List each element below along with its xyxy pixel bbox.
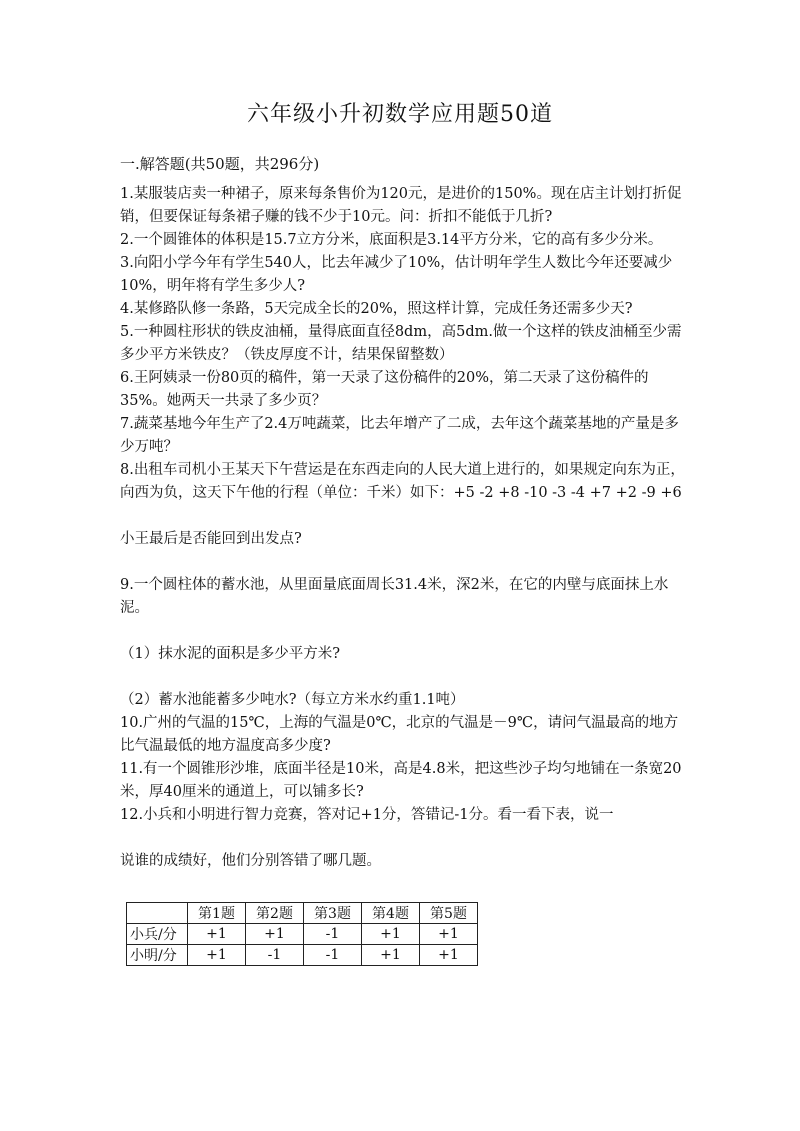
page-title: 六年级小升初数学应用题50道	[247, 102, 553, 127]
table-header-cell: 第4题	[362, 903, 420, 924]
row-label: 小明/分	[127, 945, 188, 966]
table-cell: -1	[304, 945, 362, 966]
question-9-sub-2: （2）蓄水池能蓄多少吨水?（每立方米水约重1.1吨）	[120, 692, 465, 708]
question-10: 10.广州的气温的15℃，上海的气温是0℃，北京的气温是－9℃，请问气温最高的地方比气温最低的地方温度高多少度?	[120, 715, 679, 754]
score-table	[126, 902, 478, 966]
table-header-row	[127, 903, 478, 924]
spacer	[120, 551, 690, 574]
table-cell: -1	[246, 945, 304, 966]
row-label: 小兵/分	[127, 924, 188, 945]
question-list	[120, 183, 690, 873]
question-12: 12.小兵和小明进行智力竞赛，答对记+1分，答错记-1分。看一看下表，说一	[120, 807, 614, 823]
spacer	[120, 505, 690, 528]
table-cell: +1	[420, 924, 478, 945]
table-row	[127, 924, 478, 945]
table-header-cell: 第5题	[420, 903, 478, 924]
table-cell: +1	[188, 924, 246, 945]
question-7: 7.蔬菜基地今年生产了2.4万吨蔬菜，比去年增产了二成，去年这个蔬菜基地的产量是多少万吨？	[120, 416, 679, 455]
question-6: 6.王阿姨录一份80页的稿件，第一天录了这份稿件的20%，第二天录了这份稿件的35%。她两天一共录了多少页？	[120, 370, 649, 409]
question-9: 9.一个圆柱体的蓄水池，从里面量底面周长31.4米，深2米，在它的内壁与底面抹上水泥。	[120, 577, 669, 616]
table-cell: +1	[362, 924, 420, 945]
question-9-sub-1: （1）抹水泥的面积是多少平方米?	[120, 646, 340, 662]
question-4: 4.某修路队修一条路，5天完成全长的20%，照这样计算，完成任务还需多少天?	[120, 301, 633, 317]
question-5: 5.一种圆柱形状的铁皮油桶，量得底面直径8dm，高5dm.做一个这样的铁皮油桶至少需多少平方米铁皮？（铁皮厚度不计，结果保留整数）	[120, 324, 682, 363]
table-cell: +1	[246, 924, 304, 945]
spacer	[120, 666, 690, 689]
question-2: 2.一个圆锥体的体积是15.7立方分米，底面积是3.14平方分米，它的高有多少分米。	[120, 232, 663, 248]
table-header-cell: 第2题	[246, 903, 304, 924]
table-cell: +1	[188, 945, 246, 966]
spacer	[120, 827, 690, 850]
table-header-cell: 第1题	[188, 903, 246, 924]
section-heading: 一.解答题(共50题，共296分)	[120, 155, 320, 173]
table-row	[127, 945, 478, 966]
table-header-cell: 第3题	[304, 903, 362, 924]
table-header-cell	[127, 903, 188, 924]
table-cell: +1	[420, 945, 478, 966]
question-12-cont: 说谁的成绩好，他们分别答错了哪几题。	[120, 853, 381, 869]
question-11: 11.有一个圆锥形沙堆，底面半径是10米，高是4.8米，把这些沙子均匀地铺在一条宽20米，厚40厘米的通道上，可以铺多长?	[120, 761, 682, 800]
spacer	[120, 620, 690, 643]
question-8: 8.出租车司机小王某天下午营运是在东西走向的人民大道上进行的，如果规定向东为正，向西为负，这天下午他的行程（单位：千米）如下：+5 -2 +8 -10 -3 -4 +7 +2 -9 +6	[120, 462, 685, 501]
question-3: 3.向阳小学今年有学生540人，比去年减少了10%，估计明年学生人数比今年还要减少10%，明年将有学生多少人?	[120, 255, 673, 294]
question-8-sub: 小王最后是否能回到出发点?	[120, 531, 302, 547]
table-cell: -1	[304, 924, 362, 945]
table-cell: +1	[362, 945, 420, 966]
question-1: 1.某服装店卖一种裙子，原来每条售价为120元，是进价的150%。现在店主计划打折促销，但要保证每条裙子赚的钱不少于10元。问：折扣不能低于几折?	[120, 186, 682, 225]
